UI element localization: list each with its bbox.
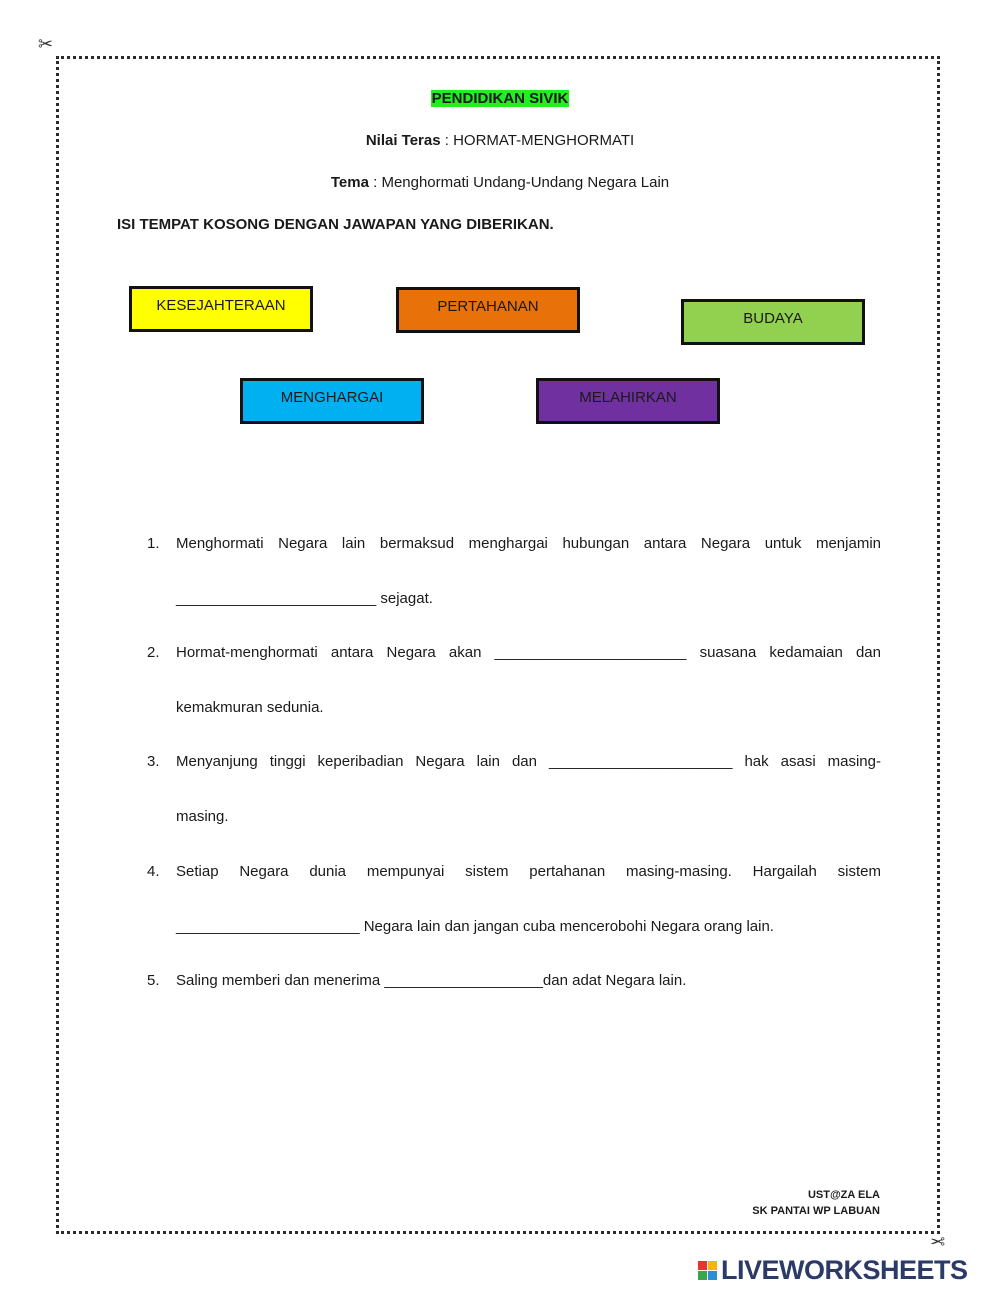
question-text: ________________________ sejagat.	[176, 590, 433, 607]
answer-menghargai[interactable]: MENGHARGAI	[240, 378, 424, 424]
answer-budaya[interactable]: BUDAYA	[681, 299, 865, 345]
scissors-icon: ✂	[930, 1232, 946, 1253]
school-name: SK PANTAI WP LABUAN	[752, 1205, 880, 1217]
author-name: UST@ZA ELA	[807, 1189, 880, 1201]
brand-wordmark: LIVEWORKSHEETS	[721, 1254, 968, 1285]
scissors-icon: ✂	[38, 34, 54, 55]
question-text: kemakmuran sedunia.	[176, 699, 324, 716]
question-text: Menyanjung tinggi keperibadian Negara lain dan ______________________ hak asasi masing-	[176, 753, 881, 770]
instruction: ISI TEMPAT KOSONG DENGAN JAWAPAN YANG DIBERIKAN.	[117, 216, 554, 233]
tema: Tema : Menghormati Undang-Undang Negara Lain	[330, 174, 670, 191]
answer-kesejahteraan[interactable]: KESEJAHTERAAN	[129, 286, 313, 332]
nilai-teras: Nilai Teras : HORMAT-MENGHORMATI	[365, 132, 635, 149]
question-text: Saling memberi dan menerima ___________________dan adat Negara lain.	[176, 972, 687, 989]
logo-icon	[698, 1261, 717, 1280]
question-text: masing.	[176, 808, 229, 825]
question-text: ______________________ Negara lain dan jangan cuba mencerobohi Negara orang lain.	[176, 918, 774, 935]
liveworksheets-logo	[698, 1255, 968, 1285]
answer-pertahanan[interactable]: PERTAHANAN	[396, 287, 580, 333]
question-text: Menghormati Negara lain bermaksud menghargai hubungan antara Negara untuk menjamin	[176, 535, 881, 552]
question-text: Hormat-menghormati antara Negara akan _______________________ suasana kedamaian dan	[176, 644, 881, 661]
subject-title: PENDIDIKAN SIVIK	[431, 90, 569, 107]
answer-melahirkan[interactable]: MELAHIRKAN	[536, 378, 720, 424]
question-text: Setiap Negara dunia mempunyai sistem pertahanan masing-masing. Hargailah sistem	[176, 863, 881, 880]
